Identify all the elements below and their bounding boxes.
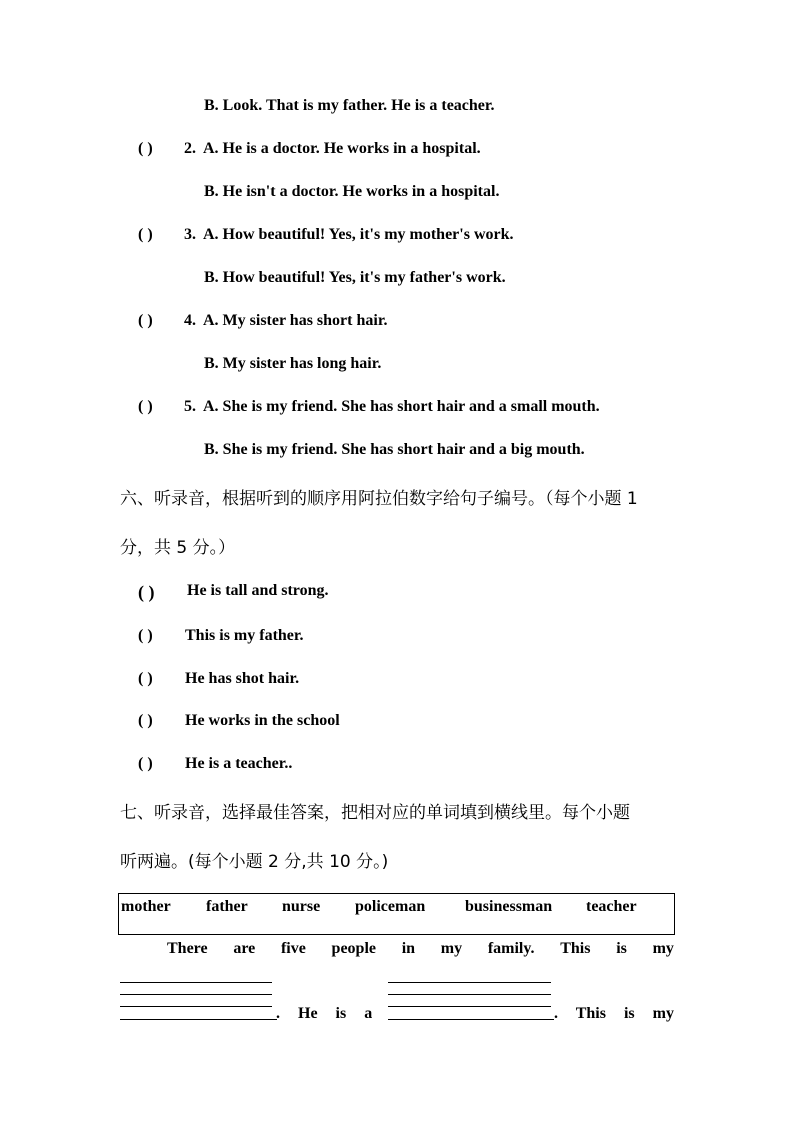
answer-paren-q5[interactable]: ( ) <box>138 398 153 415</box>
section-6-title-cont: 分，共 5 分。） <box>120 538 236 558</box>
passage-word: are <box>233 940 256 957</box>
fill-blank-line[interactable] <box>388 994 551 995</box>
fill-blank-line[interactable] <box>120 982 272 983</box>
s6-answer-paren[interactable]: ( ) <box>138 670 153 687</box>
s6-answer-paren[interactable]: ( ) <box>138 712 153 729</box>
fill-blank-line[interactable] <box>388 982 551 983</box>
q2-option-b: B. He isn't a doctor. He works in a hospital. <box>204 183 500 200</box>
passage-word: people <box>331 940 376 957</box>
s6-sentence: He is a teacher.. <box>185 755 293 772</box>
passage-line-2-mid <box>276 1005 372 1023</box>
answer-paren-q3[interactable]: ( ) <box>138 226 153 243</box>
section-7-title: 七、听录音，选择最佳答案，把相对应的单词填到横线里。每个小题 <box>120 803 630 823</box>
fill-blank-line[interactable] <box>120 994 272 995</box>
word-bank-box <box>118 893 675 935</box>
q3-number: 3. <box>184 226 196 243</box>
section-6-title: 六、听录音，根据听到的顺序用阿拉伯数字给句子编号。（每个小题 1 <box>120 489 638 509</box>
s6-sentence: This is my father. <box>185 627 304 644</box>
passage-line-2-end: . This is my <box>554 1005 674 1022</box>
passage-word: is <box>616 940 627 957</box>
word-bank-item: businessman <box>465 898 553 915</box>
word-bank-item: teacher <box>586 898 637 915</box>
q5-option-b: B. She is my friend. She has short hair and a big mouth. <box>204 441 585 458</box>
q5-number: 5. <box>184 398 196 415</box>
word-bank-item: father <box>206 898 248 915</box>
q3-option-b: B. How beautiful! Yes, it's my father's work. <box>204 269 506 286</box>
passage-word: family. <box>487 940 535 957</box>
passage-word: my <box>652 940 674 957</box>
q2-number: 2. <box>184 140 196 157</box>
q4-option-b: B. My sister has long hair. <box>204 355 382 372</box>
s6-sentence: He is tall and strong. <box>187 582 329 599</box>
q5-option-a: A. She is my friend. She has short hair and a small mouth. <box>203 398 600 415</box>
s6-answer-paren[interactable]: ( ) <box>138 627 153 644</box>
answer-paren-q4[interactable]: ( ) <box>138 312 153 329</box>
passage-word: my <box>440 940 463 957</box>
fill-blank-line[interactable] <box>120 1019 277 1020</box>
s6-answer-paren[interactable]: ( ) <box>138 755 153 772</box>
q4-option-a: A. My sister has short hair. <box>203 312 388 329</box>
s6-sentence: He works in the school <box>185 712 340 729</box>
word-bank-item: policeman <box>355 898 426 915</box>
s6-sentence: He has shot hair. <box>185 670 300 687</box>
fill-blank-line[interactable] <box>388 1006 551 1007</box>
passage-word: This <box>560 940 591 957</box>
q3-option-a: A. How beautiful! Yes, it's my mother's work. <box>203 226 514 243</box>
passage-line-1 <box>167 940 674 958</box>
passage-word: There <box>167 940 208 957</box>
section-7-title-cont: 听两遍。(每个小题 2 分,共 10 分。) <box>120 852 389 872</box>
passage-word: in <box>401 940 416 957</box>
q1-option-b: B. Look. That is my father. He is a teacher. <box>204 97 495 114</box>
fill-blank-line[interactable] <box>388 1019 554 1020</box>
fill-blank-line[interactable] <box>120 1006 272 1007</box>
word-bank-item: mother <box>121 898 171 915</box>
q2-option-a: A. He is a doctor. He works in a hospital. <box>203 140 481 157</box>
s6-answer-paren[interactable]: ( ) <box>138 582 155 602</box>
answer-paren-q2[interactable]: ( ) <box>138 140 153 157</box>
passage-text: . He is a <box>276 1005 373 1022</box>
passage-word: five <box>280 940 306 957</box>
word-bank-item: nurse <box>282 898 321 915</box>
q4-number: 4. <box>184 312 196 329</box>
